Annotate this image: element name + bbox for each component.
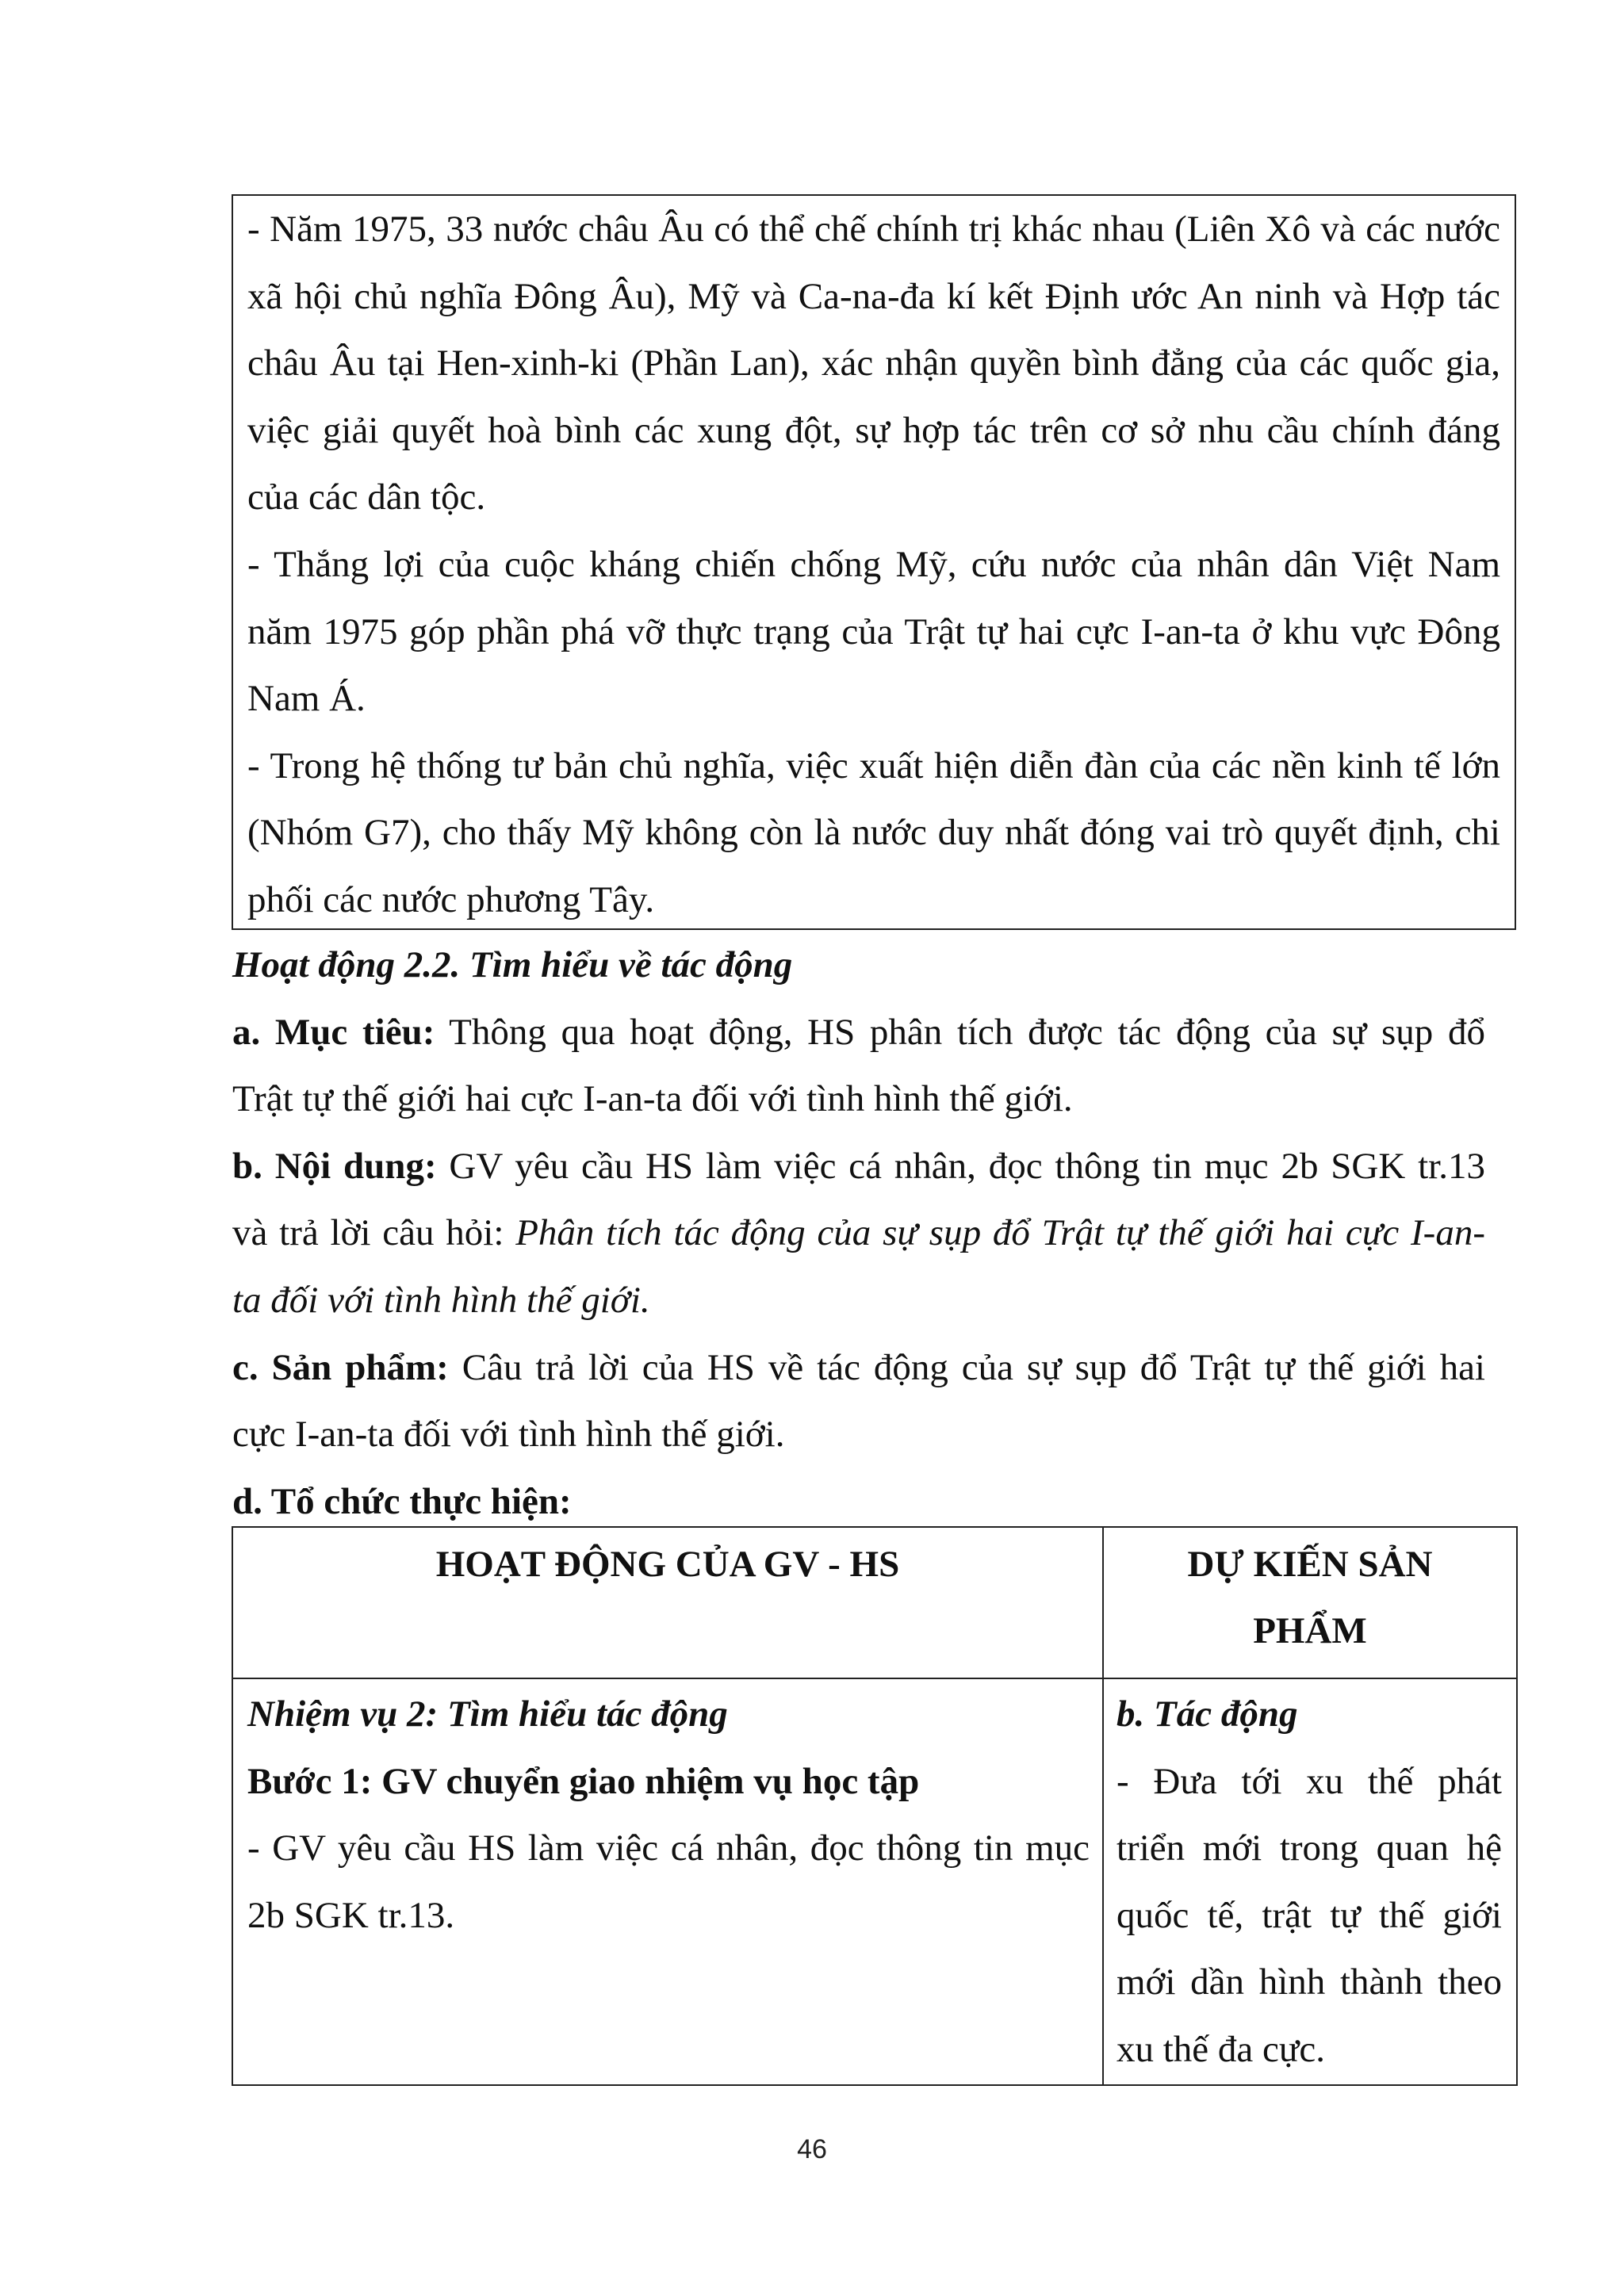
content-text: GV yêu cầu HS làm việc cá nhân, đọc thông tin mục 2b SGK tr.13 [436,1145,1485,1187]
box-line: Nam Á. [247,678,366,720]
objective-line [232,999,1485,1066]
step-text: - GV yêu cầu HS làm việc cá nhân, đọc thông tin mục [247,1827,1090,1869]
header-products-line: DỰ KIẾN SẢN [1187,1544,1433,1585]
box-line: của các dân tộc. [247,476,486,519]
activity-heading: Hoạt động 2.2. Tìm hiểu về tác động [232,944,793,985]
box-line: xã hội chủ nghĩa Đông Âu), Mỹ và Ca-na-đa kí kết Định ước An ninh và Hợp tác [247,275,1500,317]
product-line [232,1334,1485,1402]
task-title: Nhiệm vụ 2: Tìm hiểu tác động [247,1693,728,1735]
activity-table [232,1526,1518,2086]
objective-text: Thông qua hoạt động, HS phân tích được tác động của sự sụp đổ [435,1011,1485,1053]
objective-label: a. Mục tiêu: [232,1011,435,1053]
impact-line: xu thế đa cực. [1116,2028,1325,2070]
product-line: cực I-an-ta đối với tình hình thế giới. [232,1414,785,1456]
content-text: và trả lời câu hỏi: [232,1212,516,1254]
step-text: 2b SGK tr.13. [247,1894,455,1936]
product-text: Câu trả lời của HS về tác động của sự sụp đổ Trật tự thế giới hai [448,1346,1485,1388]
table-row [232,1678,1517,2085]
left-cell [232,1678,1103,2085]
header-cell-activities [232,1527,1103,1678]
impact-line: triển mới trong quan hệ [1116,1827,1502,1869]
impact-line: quốc tế, trật tự thế giới [1116,1894,1502,1936]
content-box [232,194,1516,930]
impact-line: mới dần hình thành theo [1116,1961,1502,2003]
box-line: năm 1975 góp phần phá vỡ thực trạng của Trật tự hai cực I-an-ta ở khu vực Đông [247,610,1500,652]
box-line: - Thắng lợi của cuộc kháng chiến chống Mỹ, cứu nước của nhân dân Việt Nam [247,543,1500,585]
page-number: 46 [797,2134,827,2164]
box-line: (Nhóm G7), cho thấy Mỹ không còn là nước duy nhất đóng vai trò quyết định, chi [247,812,1500,854]
content-line [232,1200,1485,1267]
impact-line: - Đưa tới xu thế phát [1116,1760,1502,1802]
impact-heading: b. Tác động [1116,1693,1298,1735]
activity-section [232,932,1485,1535]
product-label: c. Sản phẩm: [232,1346,449,1388]
content-line [232,1267,1485,1334]
content-question: ta đối với tình hình thế giới. [232,1279,650,1321]
box-line: - Trong hệ thống tư bản chủ nghĩa, việc xuất hiện diễn đàn của các nền kinh tế lớn [247,744,1500,786]
content-line [232,1133,1485,1200]
table-header-row [232,1527,1517,1678]
header-cell-products [1103,1527,1517,1678]
box-line: phối các nước phương Tây. [247,878,655,920]
step-title: Bước 1: GV chuyển giao nhiệm vụ học tập [247,1760,920,1802]
content-label: b. Nội dung: [232,1145,437,1187]
header-products-line: PHẨM [1253,1610,1367,1651]
box-line: - Năm 1975, 33 nước châu Âu có thể chế chính trị khác nhau (Liên Xô và các nước [247,209,1500,250]
box-line: việc giải quyết hoà bình các xung đột, sự hợp tác trên cơ sở nhu cầu chính đáng [247,409,1500,451]
right-cell [1103,1678,1517,2085]
header-activities: HOẠT ĐỘNG CỦA GV - HS [435,1544,900,1585]
organize-label: d. Tổ chức thực hiện: [232,1480,572,1522]
content-question: Phân tích tác động của sự sụp đổ Trật tự thế giới hai cực I-an- [515,1212,1485,1254]
box-line: châu Âu tại Hen-xinh-ki (Phần Lan), xác nhận quyền bình đẳng của các quốc gia, [247,342,1500,385]
objective-line: Trật tự thế giới hai cực I-an-ta đối với tình hình thế giới. [232,1078,1073,1120]
organize-line [232,1468,1485,1536]
